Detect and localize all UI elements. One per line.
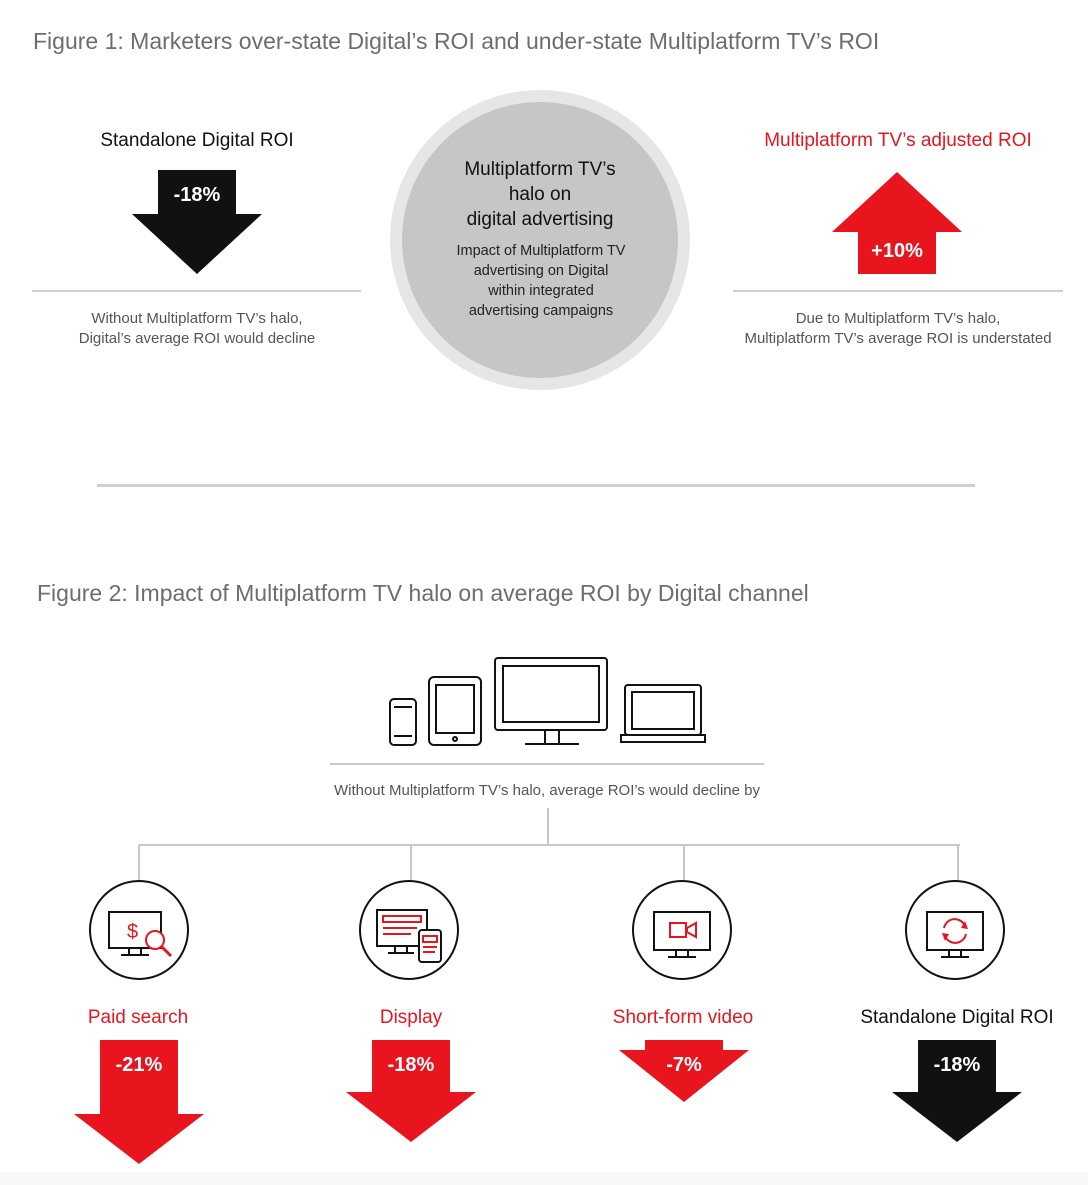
halo-subtitle: Impact of Multiplatform TV advertising on Digital within integrated advertising campaigns bbox=[456, 243, 626, 319]
halo-circle bbox=[390, 90, 690, 390]
left-divider bbox=[32, 290, 361, 292]
video-value: -7% bbox=[666, 1054, 702, 1076]
devices-icon bbox=[385, 655, 710, 750]
paid-search-icon bbox=[91, 882, 187, 978]
paid-search-icon-circle bbox=[89, 880, 189, 980]
right-caption: Due to Multiplatform TV’s halo, Multiplatform TV’s average ROI is understated bbox=[744, 310, 1052, 347]
display-icon-circle bbox=[359, 880, 459, 980]
standalone-value: -18% bbox=[933, 1054, 981, 1076]
paid-search-value: -21% bbox=[115, 1054, 163, 1076]
display-icon bbox=[361, 882, 457, 978]
figure2-title: Figure 2: Impact of Multiplatform TV halo on average ROI by Digital channel bbox=[37, 580, 809, 606]
standalone-digital-value: -18% bbox=[173, 184, 221, 206]
multiplatform-adjusted-heading: Multiplatform TV’s adjusted ROI bbox=[764, 130, 1032, 151]
display-value: -18% bbox=[387, 1054, 435, 1076]
tree-drop-1 bbox=[138, 844, 140, 882]
standalone-icon-circle bbox=[905, 880, 1005, 980]
tree-drop-2 bbox=[410, 844, 412, 882]
halo-title: Multiplatform TV’s halo on digital advertising bbox=[464, 159, 616, 230]
tree-bar bbox=[138, 844, 960, 846]
multiplatform-adjusted-value: +10% bbox=[871, 240, 923, 262]
standalone-icon bbox=[907, 882, 1003, 978]
video-icon bbox=[634, 882, 730, 978]
video-icon-circle bbox=[632, 880, 732, 980]
devices-underline bbox=[330, 763, 764, 765]
standalone-digital-heading: Standalone Digital ROI bbox=[100, 130, 294, 151]
left-caption: Without Multiplatform TV’s halo, Digital’s average ROI would decline bbox=[78, 310, 316, 347]
tree-stem bbox=[547, 808, 549, 845]
section-separator bbox=[97, 484, 975, 487]
tree-drop-4 bbox=[957, 844, 959, 882]
figure1-title: Figure 1: Marketers over-state Digital’s ROI and under-state Multiplatform TV’s ROI bbox=[33, 28, 880, 54]
svg-text:$: $ bbox=[127, 921, 139, 943]
standalone-label: Standalone Digital ROI bbox=[860, 1007, 1054, 1028]
tree-drop-3 bbox=[683, 844, 685, 882]
bottom-strip bbox=[0, 1172, 1088, 1185]
right-divider bbox=[733, 290, 1063, 292]
paid-search-label: Paid search bbox=[87, 1007, 189, 1028]
devices-caption: Without Multiplatform TV’s halo, average ROI’s would decline by bbox=[333, 782, 761, 799]
video-label: Short-form video bbox=[612, 1007, 754, 1028]
display-label: Display bbox=[379, 1007, 443, 1028]
